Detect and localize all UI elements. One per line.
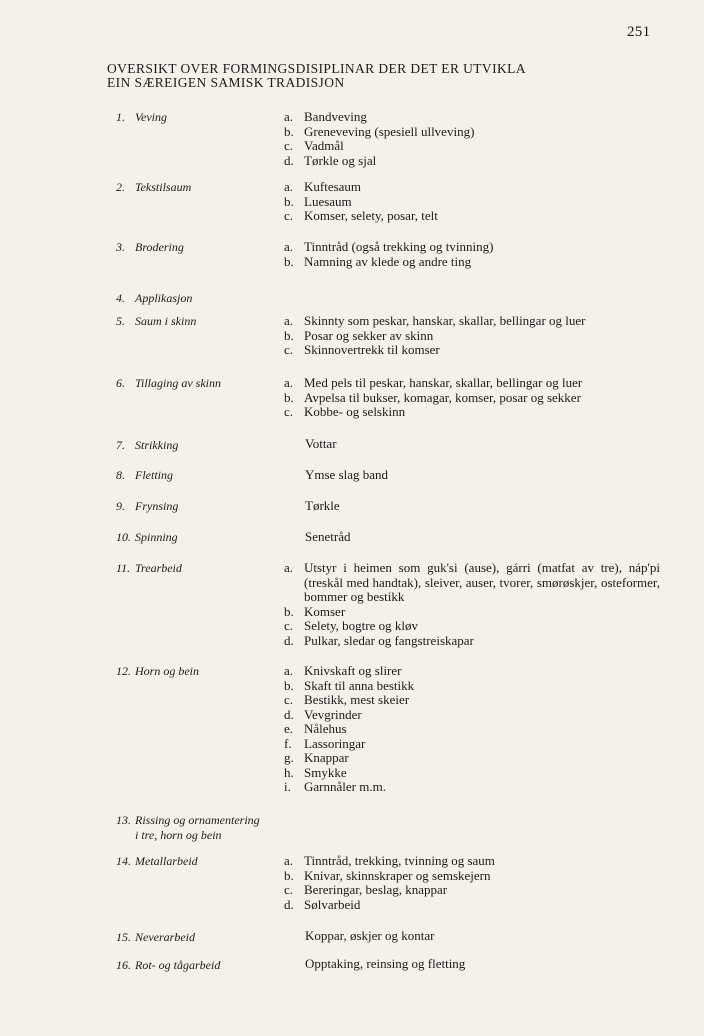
discipline-name: Tillaging av skinn <box>135 376 222 390</box>
sub-item-text: Tinntråd, trekking, tvinning og saum <box>304 853 495 868</box>
sub-item-letter: c. <box>284 138 294 153</box>
sub-item <box>284 664 660 679</box>
sub-item-letter: c. <box>284 404 294 419</box>
discipline-number: 4. <box>116 291 125 305</box>
discipline-name: Metallarbeid <box>135 854 198 868</box>
sub-item <box>284 561 660 605</box>
sub-item-letter: c. <box>284 882 294 897</box>
sub-item-text: Vadmål <box>304 138 344 153</box>
sub-item <box>284 751 660 766</box>
sub-item <box>284 869 660 884</box>
sub-item-letter: a. <box>284 239 294 254</box>
discipline-label <box>116 561 286 576</box>
discipline-label <box>116 530 286 545</box>
sub-item <box>284 693 660 708</box>
discipline-number: 6. <box>116 376 125 390</box>
discipline-label <box>116 958 286 973</box>
discipline-name: Horn og bein <box>135 664 199 678</box>
sub-item-letter: d. <box>284 152 294 168</box>
discipline-label <box>116 180 286 195</box>
sub-item <box>284 125 660 140</box>
discipline-name: Trearbeid <box>135 561 182 575</box>
sub-item-text: Bandveving <box>304 109 367 124</box>
sub-item <box>284 679 660 694</box>
sub-item <box>284 195 660 210</box>
discipline-name: Applikasjon <box>135 291 193 305</box>
discipline-number: 9. <box>116 499 125 513</box>
sub-item-letter: d. <box>284 706 294 722</box>
discipline-label <box>116 499 286 514</box>
discipline-number: 12. <box>116 664 131 678</box>
discipline-number: 10. <box>116 530 131 544</box>
sub-item-letter: b. <box>284 327 294 343</box>
sub-item-letter: a. <box>284 179 294 194</box>
sub-item-text: Skinnovertrekk til komser <box>304 342 440 357</box>
sub-item-text: Greneveving (spesiell ullveving) <box>304 123 475 139</box>
discipline-name: Rissing og ornamentering <box>135 813 260 827</box>
sub-item <box>284 708 660 723</box>
sub-item-letter: h. <box>284 764 294 780</box>
sub-item-letter: a. <box>284 313 294 328</box>
sub-item-text: Posar og sekker av skinn <box>304 327 434 343</box>
sub-item-text: Smykke <box>304 764 347 780</box>
sub-item <box>284 854 660 869</box>
sub-item-text: Selety, bogtre og kløv <box>304 618 418 633</box>
discipline-number: 7. <box>116 438 125 452</box>
sub-item-text: Komser <box>304 603 346 619</box>
sub-item-letter: a. <box>284 663 294 678</box>
discipline-number: 2. <box>116 180 125 194</box>
sub-item-list <box>284 180 660 224</box>
sub-item <box>284 766 660 781</box>
discipline-label <box>116 813 286 843</box>
sub-item <box>284 376 660 391</box>
discipline-label <box>116 110 286 125</box>
sub-item <box>284 619 660 634</box>
sub-item <box>284 634 660 649</box>
sub-item-text: Tinntråd (også trekking og tvinning) <box>304 239 494 254</box>
sub-item-text: Knivar, skinnskraper og semskejern <box>304 867 491 883</box>
sub-item-text: Kobbe- og selskinn <box>304 404 406 419</box>
sub-item-text: Skaft til anna bestikk <box>304 677 415 693</box>
discipline-number: 11. <box>116 561 131 575</box>
sub-item <box>284 139 660 154</box>
sub-item <box>284 110 660 125</box>
sub-item-letter: c. <box>284 342 294 357</box>
discipline-name: Rot- og tågarbeid <box>135 958 221 972</box>
sub-item-letter: c. <box>284 692 294 707</box>
sub-item <box>284 722 660 737</box>
discipline-label <box>116 240 286 255</box>
discipline-name: Spinning <box>135 530 178 544</box>
sub-item-list <box>284 854 660 912</box>
single-item-text: Ymse slag band <box>305 467 389 482</box>
sub-item-letter: c. <box>284 208 294 223</box>
sub-item <box>284 343 660 358</box>
discipline-label <box>116 438 286 453</box>
sub-item <box>284 405 660 420</box>
sub-item-text: Bestikk, mest skeier <box>304 692 410 707</box>
sub-item-letter: i. <box>284 779 291 794</box>
discipline-number: 8. <box>116 468 125 482</box>
sub-item-list <box>284 664 660 795</box>
discipline-label <box>116 854 286 869</box>
sub-item-text: Avpelsa til bukser, komagar, komser, posar og sekker <box>304 389 581 405</box>
sub-item-letter: b. <box>284 193 294 209</box>
sub-item-text: Skinnty som peskar, hanskar, skallar, bellingar og luer <box>304 313 586 328</box>
discipline-number: 5. <box>116 314 125 328</box>
discipline-label <box>116 291 286 306</box>
sub-item-text: Komser, selety, posar, telt <box>304 208 438 223</box>
discipline-number: 15. <box>116 930 131 944</box>
title-line-2: EIN SÆREIGEN SAMISK TRADISJON <box>107 75 345 90</box>
sub-item-letter: b. <box>284 123 294 139</box>
single-item-text: Vottar <box>305 436 337 451</box>
sub-item <box>284 240 660 255</box>
sub-item-letter: d. <box>284 632 294 648</box>
sub-item-text: Vevgrinder <box>304 706 362 722</box>
sub-item-text: Tørkle og sjal <box>304 152 377 168</box>
sub-item-list <box>284 314 660 358</box>
discipline-number: 14. <box>116 854 131 868</box>
discipline-name: Strikking <box>135 438 179 452</box>
sub-item <box>284 391 660 406</box>
page-title <box>107 62 526 90</box>
sub-item-letter: b. <box>284 389 294 405</box>
sub-item-list <box>284 376 660 420</box>
sub-item <box>284 255 660 270</box>
sub-item <box>284 605 660 620</box>
single-item-text: Senetråd <box>305 529 351 544</box>
sub-item <box>284 737 660 752</box>
sub-item-text: Lassoringar <box>304 735 366 751</box>
sub-item-text: Sølvarbeid <box>304 896 361 912</box>
sub-item <box>284 180 660 195</box>
discipline-label <box>116 930 286 945</box>
sub-item-letter: b. <box>284 603 294 619</box>
discipline-name: Saum i skinn <box>135 314 197 328</box>
discipline-name: Fletting <box>135 468 173 482</box>
discipline-name: Tekstilsaum <box>135 180 192 194</box>
sub-item-letter: a. <box>284 109 294 124</box>
sub-item-letter: b. <box>284 677 294 693</box>
sub-item-letter: a. <box>284 853 294 868</box>
single-item-text: Opptaking, reinsing og fletting <box>305 956 466 971</box>
sub-item-letter: b. <box>284 867 294 883</box>
discipline-number: 16. <box>116 958 131 972</box>
discipline-name-continued: i tre, horn og bein <box>135 828 222 842</box>
sub-item-letter: a. <box>284 375 294 390</box>
sub-item-text: Knappar <box>304 750 349 765</box>
page-number: 251 <box>627 24 651 40</box>
sub-item <box>284 883 660 898</box>
discipline-label <box>116 376 286 391</box>
sub-item-text: Nålehus <box>304 721 347 736</box>
discipline-label <box>116 664 286 679</box>
sub-item <box>284 154 660 169</box>
sub-item-letter: f. <box>284 735 292 751</box>
sub-item-letter: c. <box>284 618 294 633</box>
discipline-label <box>116 468 286 483</box>
sub-item-text: Knivskaft og slirer <box>304 663 402 678</box>
single-item-text: Koppar, øskjer og kontar <box>305 928 435 943</box>
sub-item-letter: b. <box>284 253 294 269</box>
sub-item <box>284 780 660 795</box>
discipline-number: 13. <box>116 813 131 827</box>
sub-item <box>284 898 660 913</box>
sub-item-text: Luesaum <box>304 193 352 209</box>
sub-item-text: Pulkar, sledar og fangstreiskapar <box>304 632 474 648</box>
discipline-number: 1. <box>116 110 125 124</box>
sub-item-text: Garnnåler m.m. <box>304 779 386 794</box>
discipline-number: 3. <box>116 240 125 254</box>
discipline-name: Frynsing <box>135 499 179 513</box>
sub-item-text: Namning av klede og andre ting <box>304 253 472 269</box>
sub-item-letter: g. <box>284 750 294 765</box>
title-line-1: OVERSIKT OVER FORMINGSDISIPLINAR DER DET ER UTVIKLA <box>107 61 526 76</box>
sub-item <box>284 329 660 344</box>
sub-item-list <box>284 561 660 648</box>
sub-item-letter: d. <box>284 896 294 912</box>
sub-item-letter: e. <box>284 721 294 736</box>
sub-item-list <box>284 240 660 269</box>
sub-item-list <box>284 110 660 168</box>
sub-item <box>284 209 660 224</box>
sub-item-letter: a. <box>284 560 294 575</box>
sub-item-text: Med pels til peskar, hanskar, skallar, bellingar og luer <box>304 375 583 390</box>
sub-item <box>284 314 660 329</box>
discipline-name: Veving <box>135 110 167 124</box>
discipline-label <box>116 314 286 329</box>
sub-item-text: Utstyr i heimen som guk'si (ause), gárri (matfat av tre), náp'pi (treskål med handtak), sleiver, auser, tvorer, smørøskjer, osteformer, bommer og bestikk <box>304 560 660 604</box>
discipline-name: Brodering <box>135 240 184 254</box>
single-item-text: Tørkle <box>305 498 340 513</box>
sub-item-text: Kuftesaum <box>304 179 362 194</box>
discipline-name: Neverarbeid <box>135 930 195 944</box>
sub-item-text: Bereringar, beslag, knappar <box>304 882 448 897</box>
